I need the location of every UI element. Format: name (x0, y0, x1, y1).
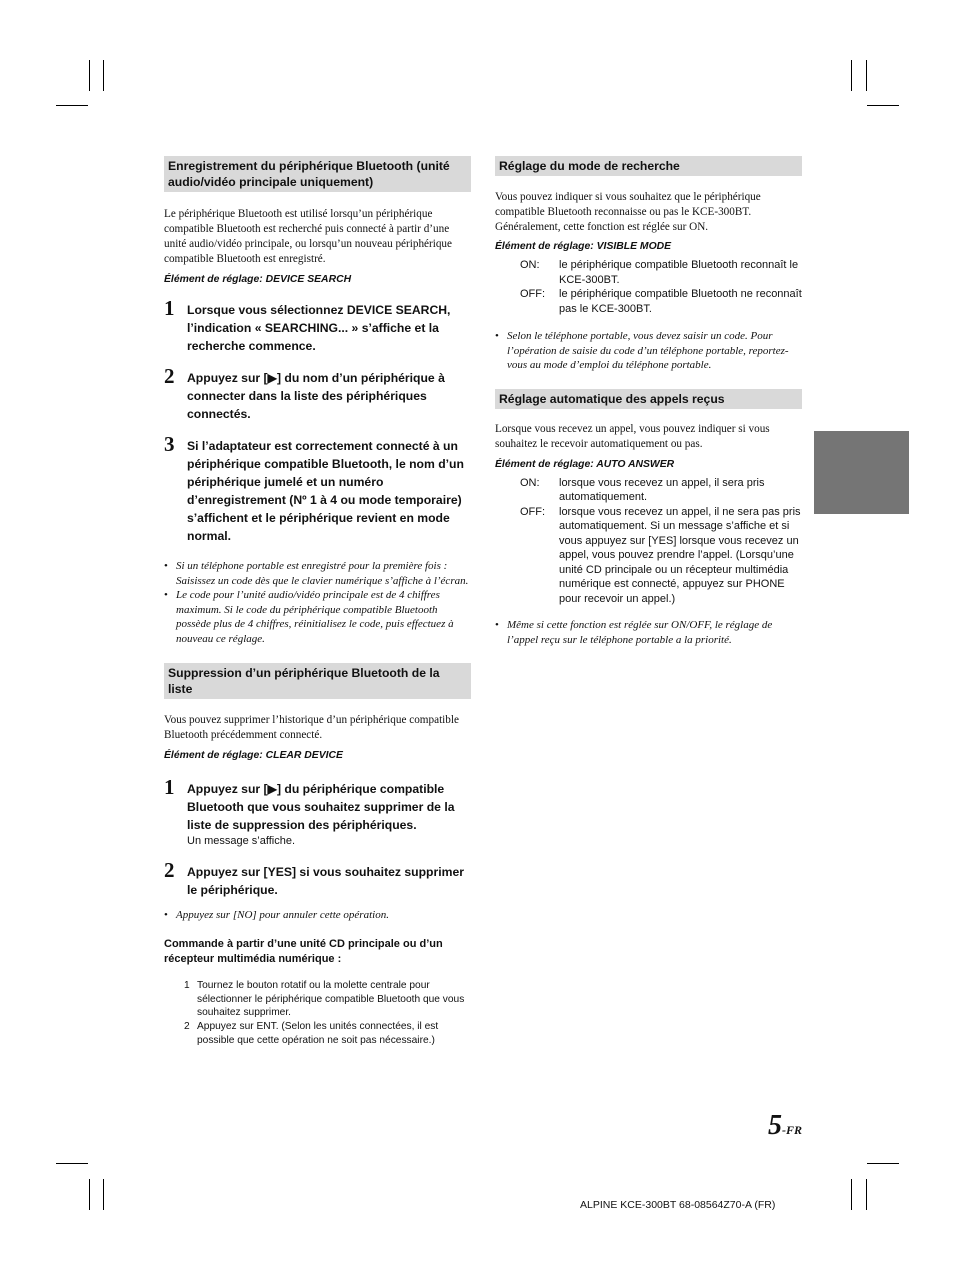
option-row: ON: lorsque vous recevez un appel, il sera pris automatiquement. (520, 476, 765, 504)
crop-mark (851, 1179, 852, 1210)
section-heading: Réglage du mode de recherche (495, 156, 802, 176)
step-text: Lorsque vous sélectionnez DEVICE SEARCH, l’indication « SEARCHING... » s’affiche et la recherche commence. (187, 303, 451, 353)
step-text: Appuyez sur [YES] si vous souhaitez supprimer le périphérique. (187, 864, 464, 897)
note: • Même si cette fonction est réglée sur ON/OFF, le réglage de l’appel reçu sur le téléphone portable a la priorité. (495, 619, 773, 646)
step-text: Appuyez sur [▶] du nom d’un périphérique à connecter dans la liste des périphériques connectés. (187, 371, 445, 421)
left-column (164, 156, 471, 1047)
crop-mark (89, 60, 90, 91)
step-number: 1 (164, 774, 175, 799)
command-heading: Commande à partir d’une unité CD principale ou d’un récepteur multimédia numérique : (164, 938, 443, 966)
step-number: 2 (164, 857, 175, 882)
step (164, 296, 471, 355)
crop-mark (56, 105, 88, 106)
intro-text: Lorsque vous recevez un appel, vous pouvez indiquer si vous souhaitez le recevoir automatiquement ou pas. (495, 422, 770, 450)
intro-text: Vous pouvez supprimer l’historique d’un périphérique compatible Bluetooth précédemment connecté. (164, 713, 459, 741)
crop-mark (103, 1179, 104, 1210)
setting-item: Élément de réglage: AUTO ANSWER (495, 458, 675, 470)
step-number: 2 (164, 364, 175, 388)
crop-mark (867, 105, 899, 106)
crop-mark (56, 1163, 88, 1164)
section-heading: Enregistrement du périphérique Bluetooth (unité audio/vidéo principale uniquement) (164, 156, 471, 192)
setting-item: Élément de réglage: VISIBLE MODE (495, 241, 672, 252)
crop-mark (866, 60, 867, 91)
list-item: 2 Appuyez sur ENT. (Selon les unités connectées, il est possible que cette opération ne soit pas nécessaire.) (184, 1020, 439, 1046)
note: • Appuyez sur [NO] pour annuler cette opération. (164, 908, 389, 921)
crop-mark (89, 1179, 90, 1210)
crop-mark (867, 1163, 899, 1164)
step-text: Appuyez sur [▶] du périphérique compatible Bluetooth que vous souhaitez supprimer de la liste de suppression des périphériques. (187, 781, 455, 832)
setting-item: Élément de réglage: DEVICE SEARCH (164, 274, 352, 285)
note: • Si un téléphone portable est enregistré pour la première fois : Saisissez un code dès que le clavier numérique s’affiche à l’écran. (164, 560, 469, 587)
page-number: 5-FR (768, 1110, 803, 1141)
intro-text: Le périphérique Bluetooth est utilisé lorsqu’un périphérique compatible Bluetooth est recherché puis connecté à partir d’une unité audio/vidéo principale, ou lorsqu’un nouveau périphérique compatible Bluetooth est enregistré. (164, 208, 452, 265)
note: • Selon le téléphone portable, vous devez saisir un code. Pour l’opération de saisie du code d’un téléphone portable, reportez-vous au mode d’emploi du téléphone portable. (495, 330, 789, 372)
setting-item: Élément de réglage: CLEAR DEVICE (164, 749, 343, 761)
step (164, 432, 471, 545)
section-tab (814, 431, 909, 514)
crop-mark (103, 60, 104, 91)
section-heading: Réglage automatique des appels reçus (495, 389, 802, 409)
crop-mark (851, 60, 852, 91)
footer-text: ALPINE KCE-300BT 68-08564Z70-A (FR) (580, 1199, 776, 1211)
list-item: 1 Tournez le bouton rotatif ou la molette centrale pour sélectionner le périphérique compatible Bluetooth que vous souhaitez supprimer. (184, 980, 465, 1019)
option-row: OFF: lorsque vous recevez un appel, il ne sera pas pris automatiquement. Si un message s’affiche et si vous appuyez sur [YES] lorsque vous recevez un appel, vous pouvez prendre l’appel. (Lorsqu’une unité CD principale ou un récepteur multimédia numérique est connecté, appuyez sur PHONE pour recevoir un appel.) (520, 505, 801, 605)
step-subtext: Un message s’affiche. (187, 834, 296, 847)
crop-mark (866, 1179, 867, 1210)
step-number: 3 (164, 432, 175, 456)
step-number: 1 (164, 296, 175, 320)
step (164, 857, 471, 899)
option-row: OFF: le périphérique compatible Bluetooth ne reconnaît pas le KCE-300BT. (520, 288, 802, 315)
step (164, 364, 471, 423)
section-heading: Suppression d’un périphérique Bluetooth de la liste (164, 663, 471, 699)
step-text: Si l’adaptateur est correctement connecté à un périphérique compatible Bluetooth, le nom d’un périphérique jumelé et un numéro d’enregistrement (Nº 1 à 4 ou mode temporaire) s’affichent et le périphérique revient en mode normal. (187, 439, 464, 543)
intro-text: Vous pouvez indiquer si vous souhaitez que le périphérique compatible Bluetooth reconnaisse ou pas le KCE-300BT. Généralement, cette fonction est réglée sur ON. (495, 191, 761, 233)
step (164, 774, 471, 849)
right-column (495, 156, 802, 647)
option-row: ON: le périphérique compatible Bluetooth reconnaît le KCE-300BT. (520, 259, 799, 286)
note: • Le code pour l’unité audio/vidéo principale est de 4 chiffres maximum. Si le code du périphérique compatible Bluetooth possède plus de 4 chiffres, réinitialisez le code, puis effectuez à nouveau ce réglage. (164, 589, 454, 645)
